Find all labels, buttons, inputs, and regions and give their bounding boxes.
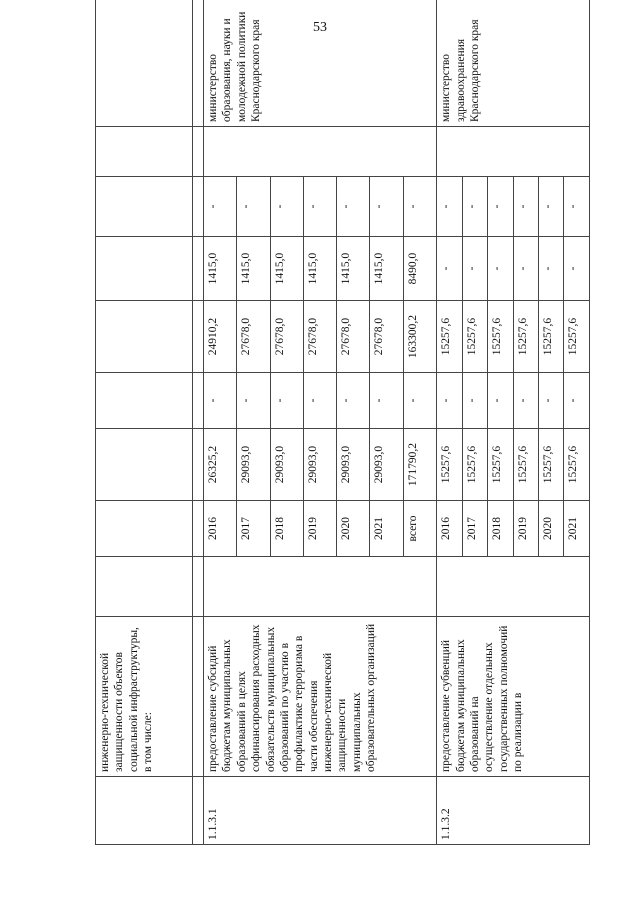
table-cell: [96, 301, 193, 373]
table-cell: [96, 0, 193, 127]
table-cell: [96, 557, 193, 617]
table-cell: [193, 0, 204, 127]
other-cell: -: [539, 177, 564, 237]
table-cell: [193, 617, 204, 777]
federal-cell: -: [337, 373, 370, 429]
total-cell: 15257,6: [539, 429, 564, 501]
year-cell: 2021: [564, 501, 590, 557]
table-row: [204, 0, 237, 845]
continuation-row: [96, 0, 193, 845]
year-cell: 2020: [539, 501, 564, 557]
table-cell: [193, 777, 204, 845]
other-cell: -: [303, 177, 336, 237]
total-cell: 15257,6: [437, 429, 462, 501]
continuation-description: инженерно-технической защищенности объектов социальной инфраструктуры, в том числе:: [96, 617, 193, 777]
local-cell: -: [539, 237, 564, 301]
table-cell: [193, 373, 204, 429]
other-cell: -: [370, 177, 403, 237]
federal-cell: -: [237, 373, 270, 429]
row-executor: министерство здравоохранения Краснодарского края: [437, 0, 590, 127]
federal-cell: -: [403, 373, 436, 429]
row-description: предоставление субвенций бюджетам муниципальных образований на осуществление отдельных государственных полномочий по реализации в: [437, 617, 590, 777]
federal-cell: -: [564, 373, 590, 429]
total-cell: 26325,2: [204, 429, 237, 501]
table-cell: [96, 177, 193, 237]
other-cell: -: [564, 177, 590, 237]
year-cell: 2019: [303, 501, 336, 557]
year-cell: 2020: [337, 501, 370, 557]
spacer-row: [193, 0, 204, 845]
table-row: [437, 0, 462, 845]
table-cell: [437, 127, 590, 177]
regional-cell: 163300,2: [403, 301, 436, 373]
other-cell: -: [488, 177, 513, 237]
table-cell: [193, 429, 204, 501]
regional-cell: 15257,6: [539, 301, 564, 373]
table-cell: [193, 501, 204, 557]
total-cell: 15257,6: [462, 429, 487, 501]
table-cell: [204, 557, 437, 617]
table-cell: [204, 127, 437, 177]
total-cell: 15257,6: [564, 429, 590, 501]
federal-cell: -: [370, 373, 403, 429]
federal-cell: -: [303, 373, 336, 429]
regional-cell: 27678,0: [370, 301, 403, 373]
regional-cell: 15257,6: [437, 301, 462, 373]
program-activities-table: [95, 0, 590, 845]
table-cell: [193, 177, 204, 237]
local-cell: 1415,0: [303, 237, 336, 301]
table-cell: [96, 777, 193, 845]
regional-cell: 15257,6: [513, 301, 538, 373]
regional-cell: 27678,0: [237, 301, 270, 373]
row-code: 1.1.3.1: [204, 777, 437, 845]
regional-cell: 15257,6: [462, 301, 487, 373]
local-cell: -: [564, 237, 590, 301]
table-cell: [437, 557, 590, 617]
local-cell: 1415,0: [370, 237, 403, 301]
federal-cell: -: [270, 373, 303, 429]
federal-cell: -: [462, 373, 487, 429]
regional-cell: 27678,0: [303, 301, 336, 373]
row-code: 1.1.3.2: [437, 777, 590, 845]
year-cell: 2017: [237, 501, 270, 557]
local-cell: -: [513, 237, 538, 301]
total-cell: 29093,0: [303, 429, 336, 501]
row-description: предоставление субсидий бюджетам муниципальных образований в целях софинансирования расходных обязательств муниципальных образований по участию в профилактике терроризма в части обеспечения инженерно-технической защищенности муниципальных образовательных организаций: [204, 617, 437, 777]
federal-cell: -: [513, 373, 538, 429]
federal-cell: -: [204, 373, 237, 429]
table-cell: [96, 127, 193, 177]
total-cell: 29093,0: [270, 429, 303, 501]
year-cell: 2018: [270, 501, 303, 557]
year-cell: всего: [403, 501, 436, 557]
table-cell: [193, 127, 204, 177]
local-cell: 1415,0: [204, 237, 237, 301]
regional-cell: 27678,0: [270, 301, 303, 373]
year-cell: 2021: [370, 501, 403, 557]
total-cell: 171790,2: [403, 429, 436, 501]
local-cell: -: [437, 237, 462, 301]
federal-cell: -: [488, 373, 513, 429]
local-cell: -: [462, 237, 487, 301]
year-cell: 2018: [488, 501, 513, 557]
other-cell: -: [462, 177, 487, 237]
table-cell: [96, 429, 193, 501]
total-cell: 29093,0: [370, 429, 403, 501]
local-cell: 8490,0: [403, 237, 436, 301]
other-cell: -: [437, 177, 462, 237]
regional-cell: 15257,6: [488, 301, 513, 373]
table-cell: [96, 237, 193, 301]
year-cell: 2019: [513, 501, 538, 557]
total-cell: 15257,6: [488, 429, 513, 501]
year-cell: 2016: [204, 501, 237, 557]
row-executor: министерство образования, науки и молодежной политики Краснодарского края: [204, 0, 437, 127]
regional-cell: 15257,6: [564, 301, 590, 373]
page-number: 53: [313, 20, 327, 35]
table-cell: [193, 557, 204, 617]
regional-cell: 24910,2: [204, 301, 237, 373]
other-cell: -: [337, 177, 370, 237]
other-cell: -: [513, 177, 538, 237]
year-cell: 2016: [437, 501, 462, 557]
other-cell: -: [270, 177, 303, 237]
table-cell: [96, 501, 193, 557]
other-cell: -: [237, 177, 270, 237]
total-cell: 29093,0: [337, 429, 370, 501]
total-cell: 29093,0: [237, 429, 270, 501]
total-cell: 15257,6: [513, 429, 538, 501]
table-cell: [96, 373, 193, 429]
regional-cell: 27678,0: [337, 301, 370, 373]
federal-cell: -: [437, 373, 462, 429]
table-cell: [193, 301, 204, 373]
year-cell: 2017: [462, 501, 487, 557]
other-cell: -: [204, 177, 237, 237]
local-cell: 1415,0: [270, 237, 303, 301]
table-cell: [193, 237, 204, 301]
local-cell: 1415,0: [237, 237, 270, 301]
local-cell: -: [488, 237, 513, 301]
other-cell: -: [403, 177, 436, 237]
local-cell: 1415,0: [337, 237, 370, 301]
federal-cell: -: [539, 373, 564, 429]
